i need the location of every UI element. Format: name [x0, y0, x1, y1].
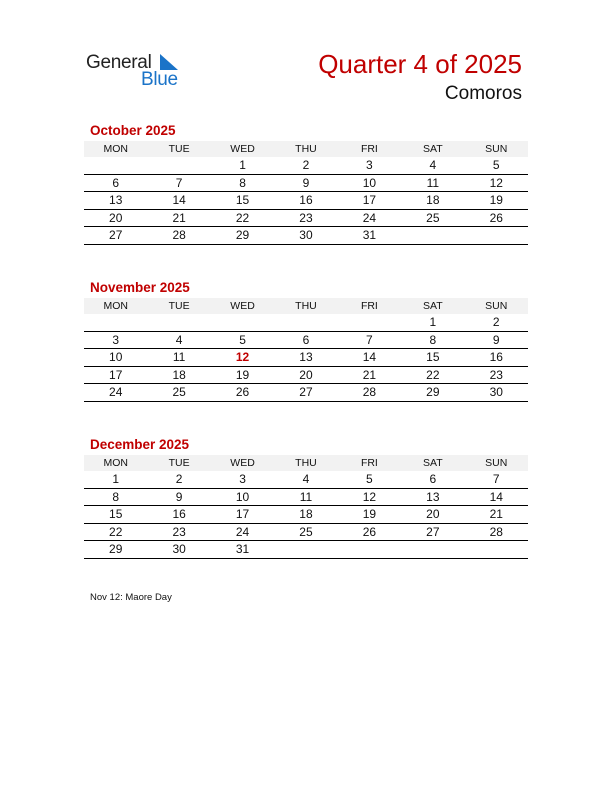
day-cell: 10	[211, 488, 274, 506]
country-name: Comoros	[444, 83, 522, 104]
day-cell: 2	[465, 314, 528, 331]
day-cell	[338, 541, 401, 559]
day-cell: 28	[147, 227, 210, 245]
weekday-header: FRI	[338, 298, 401, 314]
day-cell: 24	[211, 523, 274, 541]
month-november	[84, 280, 528, 402]
day-cell: 6	[274, 331, 337, 349]
day-cell: 9	[147, 488, 210, 506]
day-cell	[274, 541, 337, 559]
day-cell: 21	[338, 366, 401, 384]
day-cell	[84, 157, 147, 174]
weekday-header: MON	[84, 455, 147, 471]
logo-text-blue: Blue	[141, 69, 178, 90]
day-cell: 30	[147, 541, 210, 559]
day-cell	[401, 541, 464, 559]
day-cell: 5	[465, 157, 528, 174]
day-cell: 31	[211, 541, 274, 559]
holiday-day-cell: 12	[211, 349, 274, 367]
weekday-header: SAT	[401, 455, 464, 471]
week-row	[84, 366, 528, 384]
day-cell: 11	[401, 174, 464, 192]
day-cell: 23	[274, 209, 337, 227]
weekday-header: TUE	[147, 455, 210, 471]
day-cell: 20	[274, 366, 337, 384]
week-row	[84, 349, 528, 367]
day-cell: 3	[84, 331, 147, 349]
day-cell: 8	[84, 488, 147, 506]
day-cell: 16	[147, 506, 210, 524]
day-cell: 26	[465, 209, 528, 227]
day-cell: 8	[401, 331, 464, 349]
calendar-table	[84, 298, 528, 402]
logo-flag-icon	[158, 54, 180, 70]
day-cell: 7	[147, 174, 210, 192]
day-cell: 11	[274, 488, 337, 506]
weekday-header: SAT	[401, 298, 464, 314]
day-cell: 28	[465, 523, 528, 541]
day-cell: 20	[84, 209, 147, 227]
calendar-table	[84, 141, 528, 245]
day-cell: 25	[274, 523, 337, 541]
day-cell: 18	[401, 192, 464, 210]
day-cell: 11	[147, 349, 210, 367]
day-cell: 17	[84, 366, 147, 384]
day-cell: 9	[465, 331, 528, 349]
weekday-header: TUE	[147, 298, 210, 314]
day-cell: 10	[84, 349, 147, 367]
weekday-header: SUN	[465, 141, 528, 157]
day-cell	[147, 314, 210, 331]
day-cell: 15	[84, 506, 147, 524]
day-cell: 23	[147, 523, 210, 541]
day-cell: 16	[274, 192, 337, 210]
day-cell: 20	[401, 506, 464, 524]
day-cell: 5	[211, 331, 274, 349]
day-cell: 2	[147, 471, 210, 488]
generalblue-logo	[86, 52, 186, 92]
day-cell: 15	[401, 349, 464, 367]
day-cell: 12	[338, 488, 401, 506]
weekday-header: WED	[211, 455, 274, 471]
weekday-header: FRI	[338, 455, 401, 471]
day-cell: 6	[401, 471, 464, 488]
weekday-header: WED	[211, 141, 274, 157]
day-cell: 14	[147, 192, 210, 210]
day-cell: 14	[465, 488, 528, 506]
holiday-notes	[90, 592, 172, 603]
day-cell	[147, 157, 210, 174]
week-row	[84, 523, 528, 541]
weekday-header: THU	[274, 141, 337, 157]
day-cell: 4	[147, 331, 210, 349]
weekday-header-row	[84, 141, 528, 157]
day-cell: 22	[211, 209, 274, 227]
day-cell: 23	[465, 366, 528, 384]
day-cell: 31	[338, 227, 401, 245]
weekday-header: MON	[84, 141, 147, 157]
week-row	[84, 488, 528, 506]
month-october	[84, 123, 528, 245]
day-cell: 18	[274, 506, 337, 524]
day-cell: 27	[84, 227, 147, 245]
week-row	[84, 471, 528, 488]
weekday-header: THU	[274, 298, 337, 314]
day-cell: 21	[465, 506, 528, 524]
day-cell: 22	[84, 523, 147, 541]
month-title: November 2025	[90, 280, 190, 295]
day-cell: 13	[84, 192, 147, 210]
weekday-header: FRI	[338, 141, 401, 157]
day-cell: 24	[84, 384, 147, 402]
day-cell: 29	[84, 541, 147, 559]
day-cell: 13	[401, 488, 464, 506]
weekday-header: WED	[211, 298, 274, 314]
day-cell: 22	[401, 366, 464, 384]
week-row	[84, 192, 528, 210]
day-cell: 14	[338, 349, 401, 367]
day-cell: 26	[211, 384, 274, 402]
day-cell: 21	[147, 209, 210, 227]
weekday-header-row	[84, 298, 528, 314]
day-cell: 27	[401, 523, 464, 541]
week-row	[84, 314, 528, 331]
weekday-header: SUN	[465, 298, 528, 314]
day-cell	[338, 314, 401, 331]
day-cell: 29	[401, 384, 464, 402]
day-cell: 7	[465, 471, 528, 488]
day-cell: 7	[338, 331, 401, 349]
day-cell: 29	[211, 227, 274, 245]
day-cell: 15	[211, 192, 274, 210]
day-cell: 26	[338, 523, 401, 541]
day-cell: 1	[401, 314, 464, 331]
day-cell: 25	[147, 384, 210, 402]
day-cell: 19	[338, 506, 401, 524]
day-cell: 16	[465, 349, 528, 367]
day-cell: 10	[338, 174, 401, 192]
day-cell: 8	[211, 174, 274, 192]
week-row	[84, 331, 528, 349]
month-title: October 2025	[90, 123, 176, 138]
day-cell: 24	[338, 209, 401, 227]
day-cell: 17	[211, 506, 274, 524]
day-cell: 4	[401, 157, 464, 174]
holiday-note: Nov 12: Maore Day	[90, 592, 172, 603]
day-cell	[465, 227, 528, 245]
day-cell: 18	[147, 366, 210, 384]
day-cell	[465, 541, 528, 559]
day-cell: 1	[211, 157, 274, 174]
weekday-header: MON	[84, 298, 147, 314]
day-cell: 3	[211, 471, 274, 488]
day-cell	[84, 314, 147, 331]
day-cell: 30	[465, 384, 528, 402]
week-row	[84, 541, 528, 559]
day-cell: 13	[274, 349, 337, 367]
day-cell	[401, 227, 464, 245]
day-cell: 1	[84, 471, 147, 488]
day-cell: 28	[338, 384, 401, 402]
day-cell: 12	[465, 174, 528, 192]
day-cell: 25	[401, 209, 464, 227]
logo-text-general: General	[86, 52, 152, 73]
week-row	[84, 506, 528, 524]
week-row	[84, 157, 528, 174]
day-cell: 6	[84, 174, 147, 192]
month-title: December 2025	[90, 437, 190, 452]
day-cell: 9	[274, 174, 337, 192]
day-cell: 27	[274, 384, 337, 402]
weekday-header: THU	[274, 455, 337, 471]
day-cell: 3	[338, 157, 401, 174]
weekday-header: TUE	[147, 141, 210, 157]
weekday-header: SAT	[401, 141, 464, 157]
day-cell: 19	[211, 366, 274, 384]
day-cell: 5	[338, 471, 401, 488]
day-cell: 30	[274, 227, 337, 245]
day-cell	[211, 314, 274, 331]
day-cell: 2	[274, 157, 337, 174]
calendar-table	[84, 455, 528, 559]
week-row	[84, 227, 528, 245]
day-cell: 19	[465, 192, 528, 210]
week-row	[84, 209, 528, 227]
month-december	[84, 437, 528, 559]
day-cell: 4	[274, 471, 337, 488]
weekday-header-row	[84, 455, 528, 471]
week-row	[84, 174, 528, 192]
day-cell	[274, 314, 337, 331]
weekday-header: SUN	[465, 455, 528, 471]
page-title: Quarter 4 of 2025	[318, 49, 522, 79]
day-cell: 17	[338, 192, 401, 210]
week-row	[84, 384, 528, 402]
